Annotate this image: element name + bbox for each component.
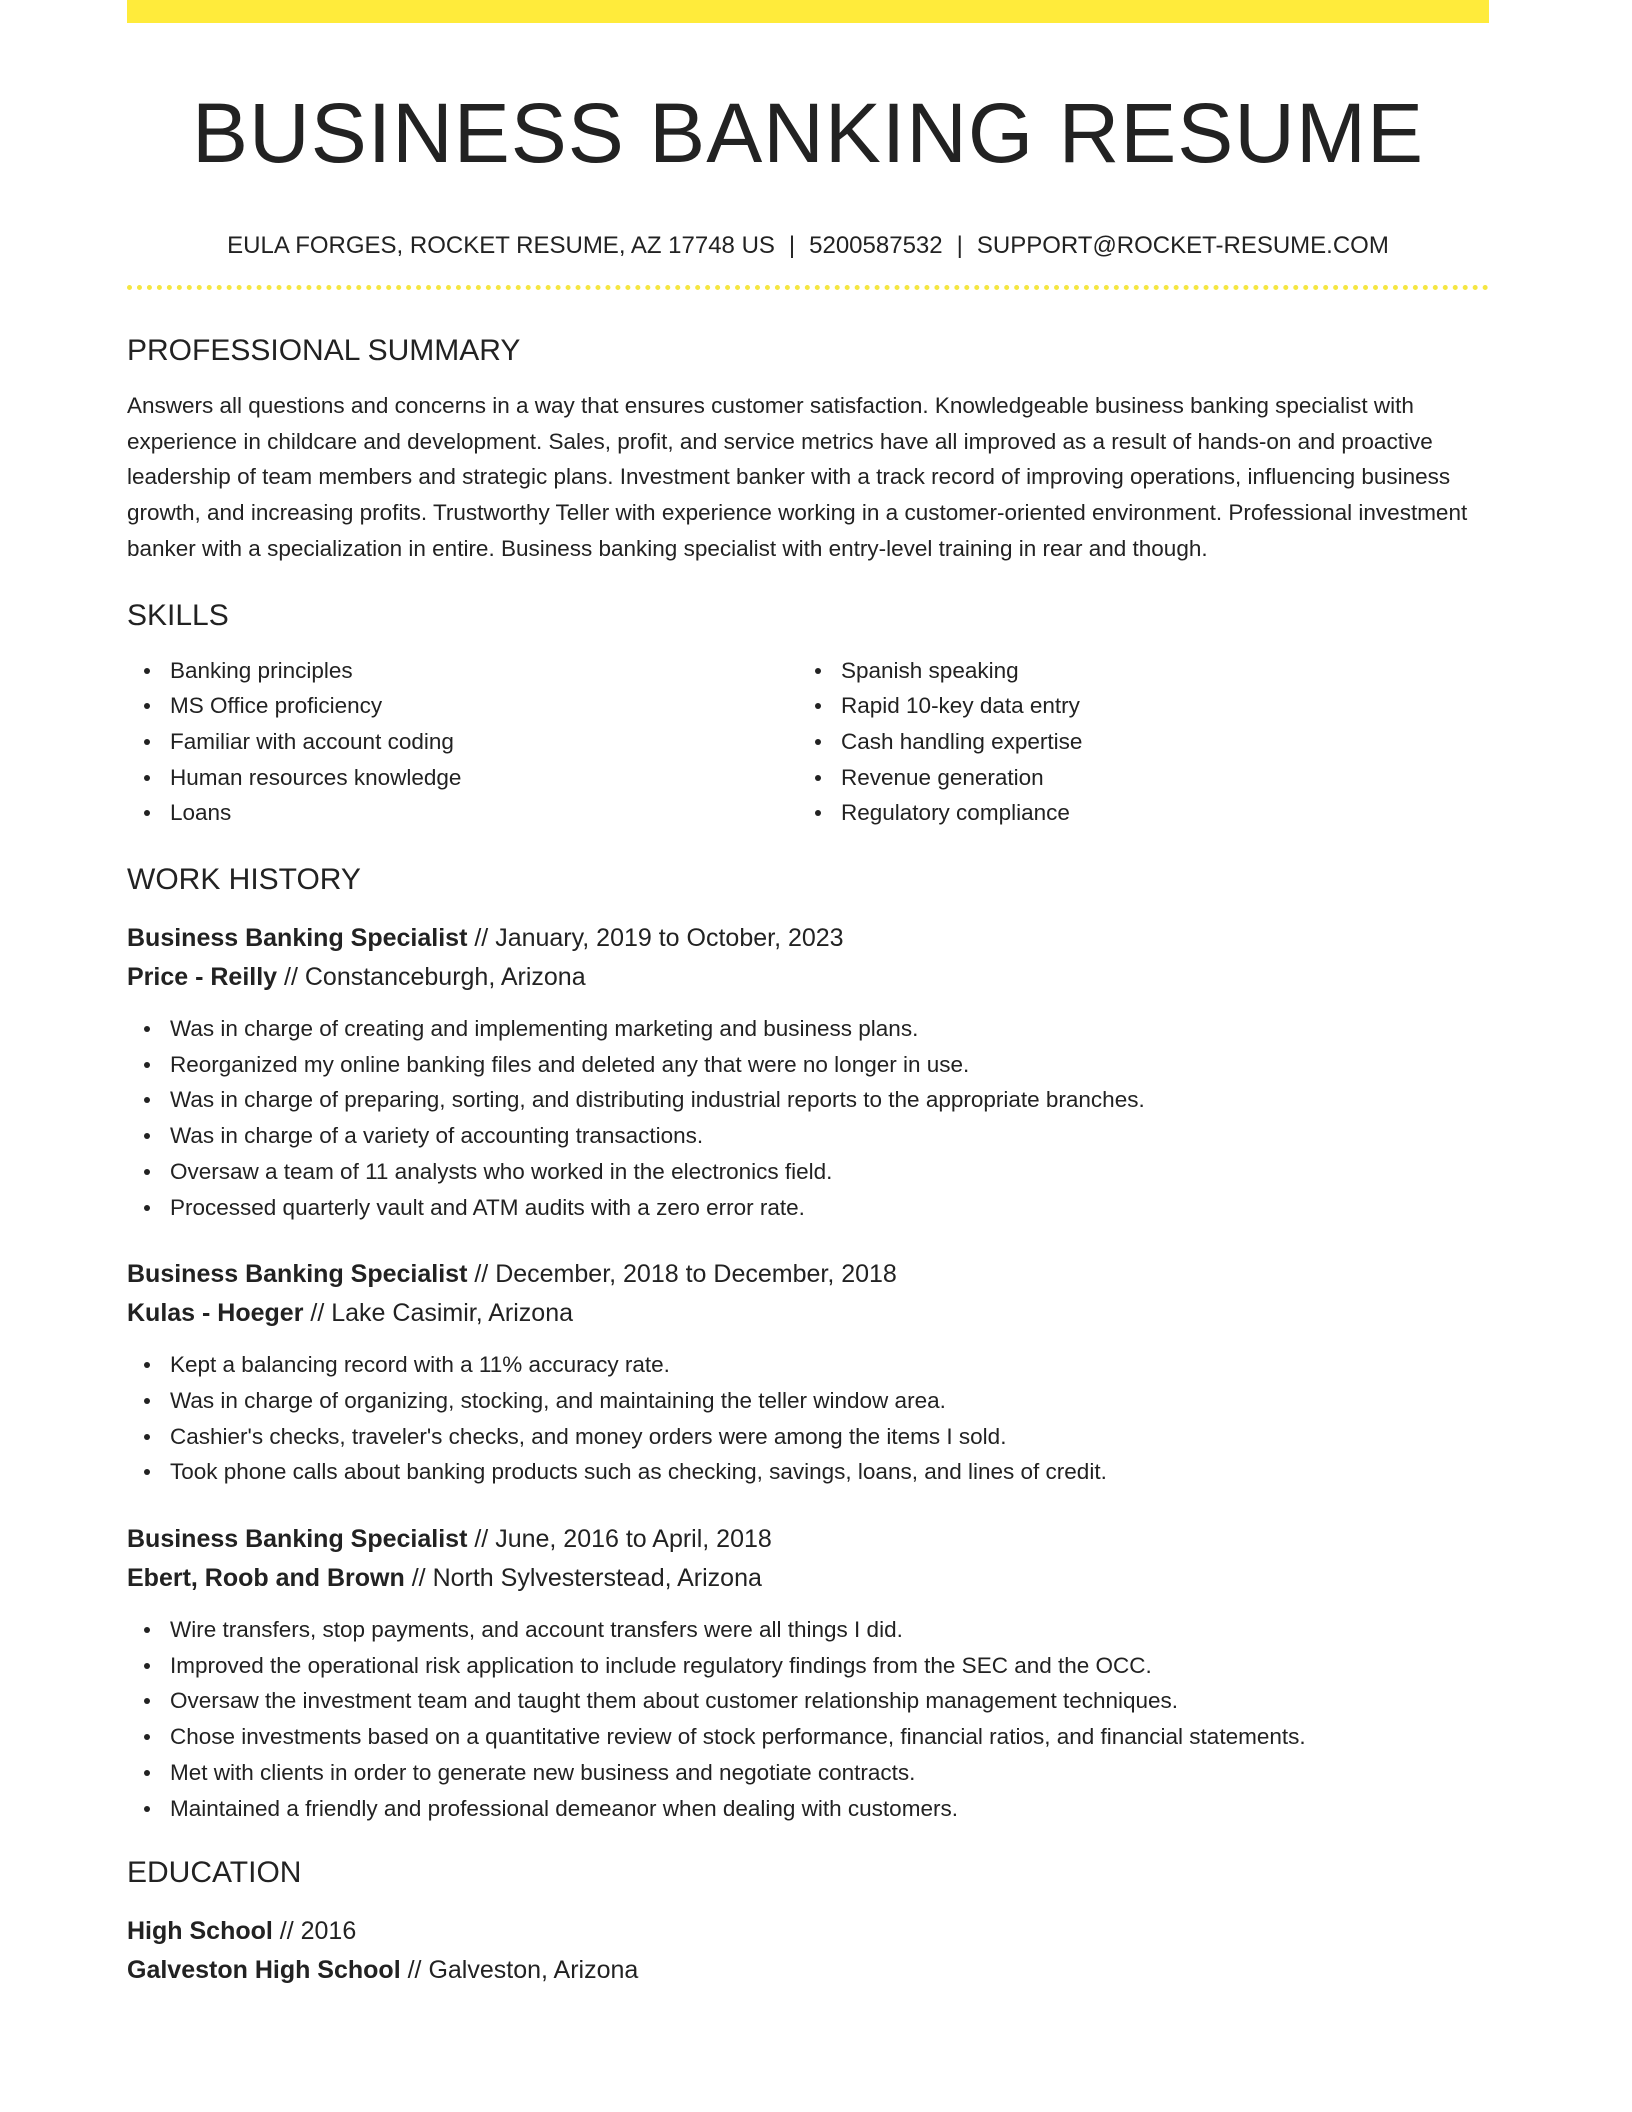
job-entry bbox=[127, 919, 1489, 1225]
education-location: // Galveston, Arizona bbox=[407, 1956, 639, 1985]
job-dates: // June, 2016 to April, 2018 bbox=[474, 1525, 772, 1554]
skill-item: Revenue generation bbox=[841, 760, 1469, 796]
job-company-line bbox=[127, 1559, 1489, 1598]
job-bullet: Was in charge of organizing, stocking, and maintaining the teller window area. bbox=[170, 1383, 1489, 1419]
education-degree-line bbox=[127, 1912, 1489, 1951]
skills-heading: SKILLS bbox=[127, 598, 229, 632]
job-location: // Lake Casimir, Arizona bbox=[310, 1299, 574, 1328]
education-entry bbox=[127, 1912, 1489, 1990]
job-bullets bbox=[127, 1011, 1489, 1225]
skills-list bbox=[127, 653, 1489, 832]
skill-item: Spanish speaking bbox=[841, 653, 1469, 689]
education-school-line bbox=[127, 1951, 1489, 1990]
job-bullet: Oversaw a team of 11 analysts who worked in the electronics field. bbox=[170, 1154, 1489, 1190]
job-title: Business Banking Specialist bbox=[127, 1525, 468, 1554]
job-company: Kulas - Hoeger bbox=[127, 1299, 304, 1328]
education-year: // 2016 bbox=[279, 1917, 357, 1946]
skill-item: Regulatory compliance bbox=[841, 795, 1469, 831]
summary-text: Answers all questions and concerns in a way that ensures customer satisfaction. Knowledgeable business banking specialist with experience in childcare and development. Sales, profit, and service metrics have all improved as a result of hands-on and proactive leadership of team members and strategic plans. Investment banker with a track record of improving operations, influencing business growth, and increasing profits. Trustworthy Teller with experience working in a customer-oriented environment. Professional investment banker with a specialization in entire. Business banking specialist with entry-level training in rear and though. bbox=[127, 393, 1468, 561]
job-bullet: Improved the operational risk application to include regulatory findings from the SEC and the OCC. bbox=[170, 1648, 1489, 1684]
job-entry bbox=[127, 1255, 1489, 1490]
skill-item: MS Office proficiency bbox=[170, 688, 798, 724]
education-school: Galveston High School bbox=[127, 1956, 401, 1985]
job-entry bbox=[127, 1520, 1489, 1826]
contact-separator: | bbox=[956, 232, 963, 259]
summary-heading: PROFESSIONAL SUMMARY bbox=[127, 334, 521, 367]
work-history-heading: WORK HISTORY bbox=[127, 863, 361, 897]
job-dates: // January, 2019 to October, 2023 bbox=[474, 924, 844, 953]
skill-item: Familiar with account coding bbox=[170, 724, 798, 760]
job-bullet: Processed quarterly vault and ATM audits with a zero error rate. bbox=[170, 1190, 1489, 1226]
job-bullets bbox=[127, 1612, 1489, 1826]
job-company: Ebert, Roob and Brown bbox=[127, 1564, 405, 1593]
education-heading: EDUCATION bbox=[127, 1856, 302, 1890]
skill-item: Cash handling expertise bbox=[841, 724, 1469, 760]
job-title-line bbox=[127, 919, 1489, 958]
skill-item: Loans bbox=[170, 795, 798, 831]
job-title-line bbox=[127, 1520, 1489, 1559]
job-bullet: Met with clients in order to generate new business and negotiate contracts. bbox=[170, 1755, 1489, 1791]
job-company-line bbox=[127, 1294, 1489, 1333]
header-divider bbox=[127, 285, 1489, 290]
job-title-line bbox=[127, 1255, 1489, 1294]
job-bullet: Maintained a friendly and professional demeanor when dealing with customers. bbox=[170, 1791, 1489, 1827]
job-bullet: Reorganized my online banking files and deleted any that were no longer in use. bbox=[170, 1047, 1489, 1083]
contact-phone[interactable]: 5200587532 bbox=[809, 232, 943, 259]
skills-column-left bbox=[127, 653, 798, 832]
contact-email[interactable]: SUPPORT@ROCKET-RESUME.COM bbox=[976, 232, 1389, 259]
job-bullet: Kept a balancing record with a 11% accuracy rate. bbox=[170, 1347, 1489, 1383]
job-bullet: Wire transfers, stop payments, and account transfers were all things I did. bbox=[170, 1612, 1489, 1648]
job-bullet: Was in charge of a variety of accounting transactions. bbox=[170, 1118, 1489, 1154]
job-bullet: Was in charge of preparing, sorting, and distributing industrial reports to the appropriate branches. bbox=[170, 1082, 1489, 1118]
job-bullet: Was in charge of creating and implementing marketing and business plans. bbox=[170, 1011, 1489, 1047]
job-location: // North Sylvesterstead, Arizona bbox=[411, 1564, 762, 1593]
contact-address: EULA FORGES, ROCKET RESUME, AZ 17748 US bbox=[227, 232, 775, 259]
education-degree: High School bbox=[127, 1917, 273, 1946]
job-title: Business Banking Specialist bbox=[127, 1260, 468, 1289]
job-company-line bbox=[127, 958, 1489, 997]
skill-item: Rapid 10-key data entry bbox=[841, 688, 1469, 724]
resume-page bbox=[127, 0, 1489, 1990]
job-location: // Constanceburgh, Arizona bbox=[284, 963, 586, 992]
job-bullet: Cashier's checks, traveler's checks, and money orders were among the items I sold. bbox=[170, 1419, 1489, 1455]
skills-column-right bbox=[798, 653, 1469, 832]
job-bullet: Took phone calls about banking products such as checking, savings, loans, and lines of credit. bbox=[170, 1454, 1489, 1490]
job-bullet: Oversaw the investment team and taught them about customer relationship management techniques. bbox=[170, 1683, 1489, 1719]
job-title: Business Banking Specialist bbox=[127, 924, 468, 953]
job-bullets bbox=[127, 1347, 1489, 1490]
skill-item: Banking principles bbox=[170, 653, 798, 689]
job-bullet: Chose investments based on a quantitative review of stock performance, financial ratios, and financial statements. bbox=[170, 1719, 1489, 1755]
contact-separator: | bbox=[788, 232, 796, 259]
skill-item: Human resources knowledge bbox=[170, 760, 798, 796]
resume-title: BUSINESS BANKING RESUME bbox=[192, 86, 1424, 180]
job-company: Price - Reilly bbox=[127, 963, 278, 992]
accent-bar bbox=[127, 0, 1489, 23]
contact-line bbox=[127, 231, 1489, 261]
job-dates: // December, 2018 to December, 2018 bbox=[474, 1260, 897, 1289]
